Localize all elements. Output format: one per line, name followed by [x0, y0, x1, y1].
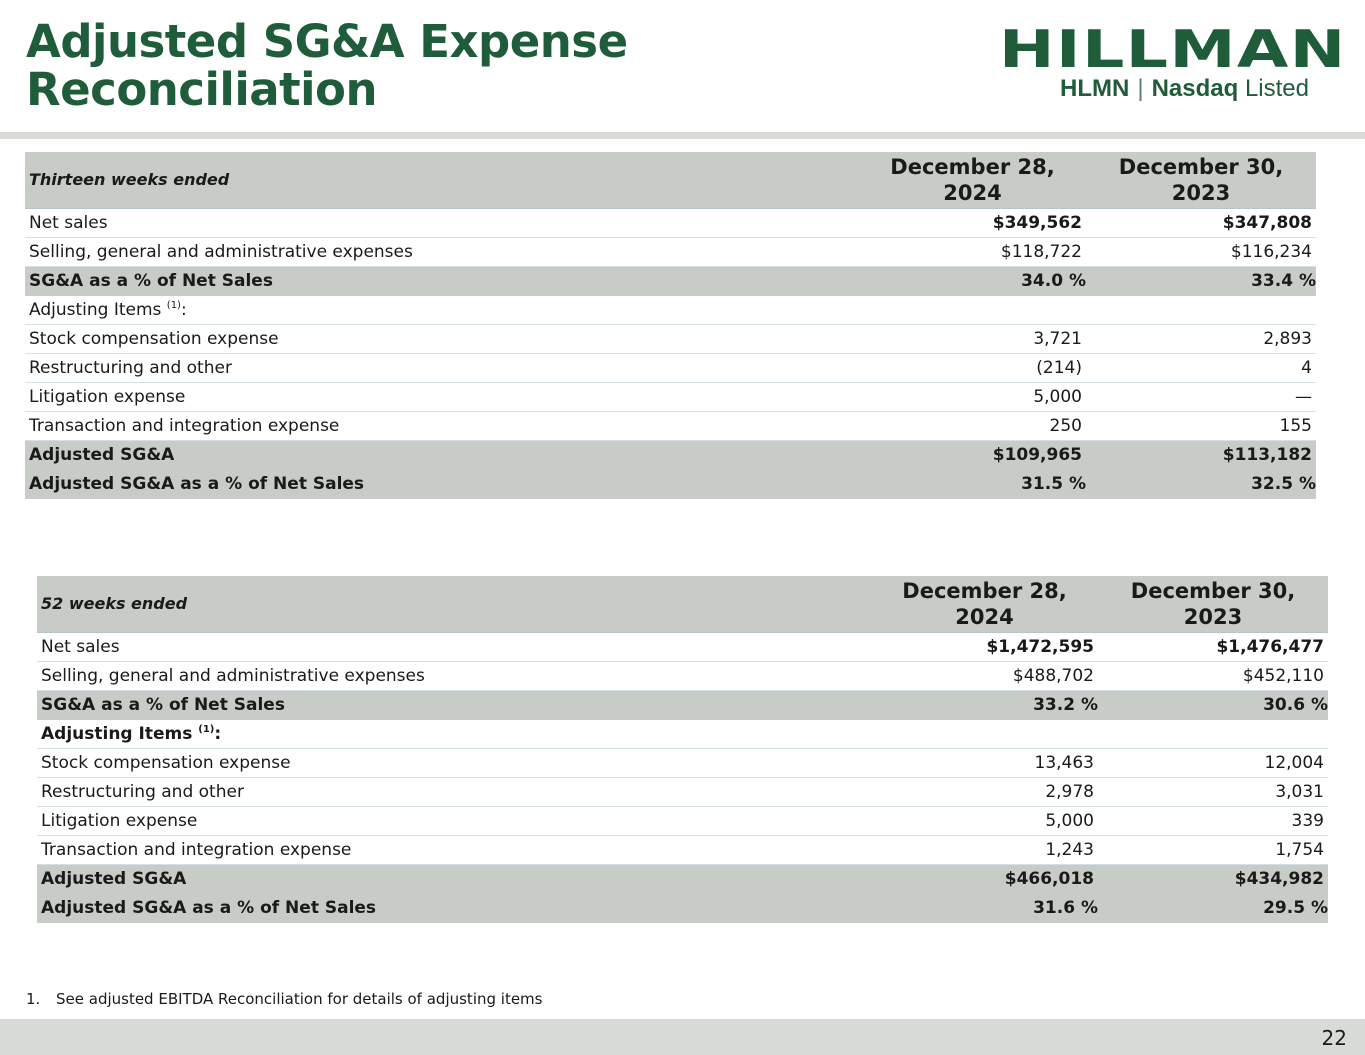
- litigation-row: [37, 807, 1328, 836]
- value-prior: 339: [1098, 807, 1328, 836]
- row-label: Litigation expense: [37, 807, 871, 836]
- value-prior: 29.5 %: [1098, 894, 1328, 923]
- row-label: Selling, general and administrative expenses: [37, 662, 871, 691]
- adjusted-sga-percent-row: [37, 894, 1328, 923]
- value-current: $349,562: [859, 209, 1086, 238]
- value-prior: 1,754: [1098, 836, 1328, 865]
- sga-percent-row: [25, 267, 1316, 296]
- net-sales-row: [25, 209, 1316, 238]
- row-label: Adjusted SG&A: [37, 865, 871, 894]
- value-current: 34.0 %: [859, 267, 1086, 296]
- value-current: 33.2 %: [871, 691, 1098, 720]
- sga-row: [37, 662, 1328, 691]
- value-current: $488,702: [871, 662, 1098, 691]
- column-header-current: December 28, 2024: [859, 152, 1086, 209]
- sga-percent-row: [37, 691, 1328, 720]
- logo-exchange: Nasdaq: [1151, 75, 1239, 102]
- footnote-marker: (1): [166, 300, 181, 311]
- footnote-number: 1.: [26, 990, 41, 1008]
- logo-wordmark: HILLMAN: [999, 20, 1347, 80]
- period-label: 52 weeks ended: [37, 576, 871, 633]
- page-title: [26, 15, 628, 116]
- logo-listing: [1060, 74, 1309, 104]
- logo-ticker: HLMN: [1060, 75, 1130, 102]
- adjusting-items-row: [25, 296, 1316, 325]
- net-sales-row: [37, 633, 1328, 662]
- logo-listed: Listed: [1244, 75, 1309, 102]
- value-current: 1,243: [871, 836, 1098, 865]
- fifty-two-weeks-table: [37, 576, 1328, 923]
- value-prior: 12,004: [1098, 749, 1328, 778]
- adjusting-items-row: [37, 720, 1328, 749]
- title-line-1: Adjusted SG&A Expense: [26, 15, 628, 68]
- litigation-row: [25, 383, 1316, 412]
- row-label: Adjusting Items $^{(1)}$:: [25, 296, 859, 325]
- row-label: Adjusted SG&A as a % of Net Sales: [25, 470, 859, 499]
- row-label: Adjusting Items $^{(1)}$:: [37, 720, 871, 749]
- value-prior: 32.5 %: [1086, 470, 1316, 499]
- row-label: Transaction and integration expense: [25, 412, 859, 441]
- value-prior: $452,110: [1098, 662, 1328, 691]
- value-current: $109,965: [859, 441, 1086, 470]
- value-current: $118,722: [859, 238, 1086, 267]
- table-header-row: [37, 576, 1328, 633]
- row-label: SG&A as a % of Net Sales: [25, 267, 859, 296]
- value-prior: —: [1086, 383, 1316, 412]
- column-header-prior: December 30, 2023: [1098, 576, 1328, 633]
- adjusted-sga-row: [25, 441, 1316, 470]
- value-prior: $1,476,477: [1098, 633, 1328, 662]
- column-header-prior: December 30, 2023: [1086, 152, 1316, 209]
- value-current: 13,463: [871, 749, 1098, 778]
- value-current: 250: [859, 412, 1086, 441]
- row-label: Restructuring and other: [37, 778, 871, 807]
- value-current: 5,000: [859, 383, 1086, 412]
- value-prior: 4: [1086, 354, 1316, 383]
- page-number: 22: [1321, 1026, 1347, 1050]
- sga-row: [25, 238, 1316, 267]
- value-prior: 33.4 %: [1086, 267, 1316, 296]
- row-label: Adjusted SG&A as a % of Net Sales: [37, 894, 871, 923]
- row-label: Restructuring and other: [25, 354, 859, 383]
- stock-comp-row: [25, 325, 1316, 354]
- value-prior: $116,234: [1086, 238, 1316, 267]
- value-current: 2,978: [871, 778, 1098, 807]
- value-prior: 3,031: [1098, 778, 1328, 807]
- adjusted-sga-row: [37, 865, 1328, 894]
- adjusted-sga-percent-row: [25, 470, 1316, 499]
- period-label: Thirteen weeks ended: [25, 152, 859, 209]
- value-current: $466,018: [871, 865, 1098, 894]
- row-label: Net sales: [25, 209, 859, 238]
- value-prior: $434,982: [1098, 865, 1328, 894]
- transaction-row: [37, 836, 1328, 865]
- row-label: Selling, general and administrative expenses: [25, 238, 859, 267]
- title-line-2: Reconciliation: [26, 63, 378, 116]
- restructuring-row: [25, 354, 1316, 383]
- footnote-marker: (1): [198, 724, 215, 735]
- value-current: 31.5 %: [859, 470, 1086, 499]
- value-prior: $113,182: [1086, 441, 1316, 470]
- thirteen-weeks-table: [25, 152, 1316, 499]
- row-label: Net sales: [37, 633, 871, 662]
- row-label: SG&A as a % of Net Sales: [37, 691, 871, 720]
- row-label: Transaction and integration expense: [37, 836, 871, 865]
- value-prior: 2,893: [1086, 325, 1316, 354]
- stock-comp-row: [37, 749, 1328, 778]
- row-label: Adjusted SG&A: [25, 441, 859, 470]
- transaction-row: [25, 412, 1316, 441]
- column-header-current: December 28, 2024: [871, 576, 1098, 633]
- hillman-logo: [987, 20, 1347, 108]
- table-header-row: [25, 152, 1316, 209]
- value-current: $1,472,595: [871, 633, 1098, 662]
- logo-separator: |: [1137, 75, 1144, 102]
- value-current: 5,000: [871, 807, 1098, 836]
- header-divider: [0, 132, 1365, 139]
- footer-band: [0, 1019, 1365, 1055]
- row-label: Litigation expense: [25, 383, 859, 412]
- footnote-text: See adjusted EBITDA Reconciliation for details of adjusting items: [56, 990, 543, 1008]
- value-prior: 30.6 %: [1098, 691, 1328, 720]
- value-prior: $347,808: [1086, 209, 1316, 238]
- value-current: (214): [859, 354, 1086, 383]
- row-label: Stock compensation expense: [37, 749, 871, 778]
- value-current: 31.6 %: [871, 894, 1098, 923]
- value-prior: 155: [1086, 412, 1316, 441]
- row-label: Stock compensation expense: [25, 325, 859, 354]
- footnote: [26, 990, 542, 1008]
- restructuring-row: [37, 778, 1328, 807]
- value-current: 3,721: [859, 325, 1086, 354]
